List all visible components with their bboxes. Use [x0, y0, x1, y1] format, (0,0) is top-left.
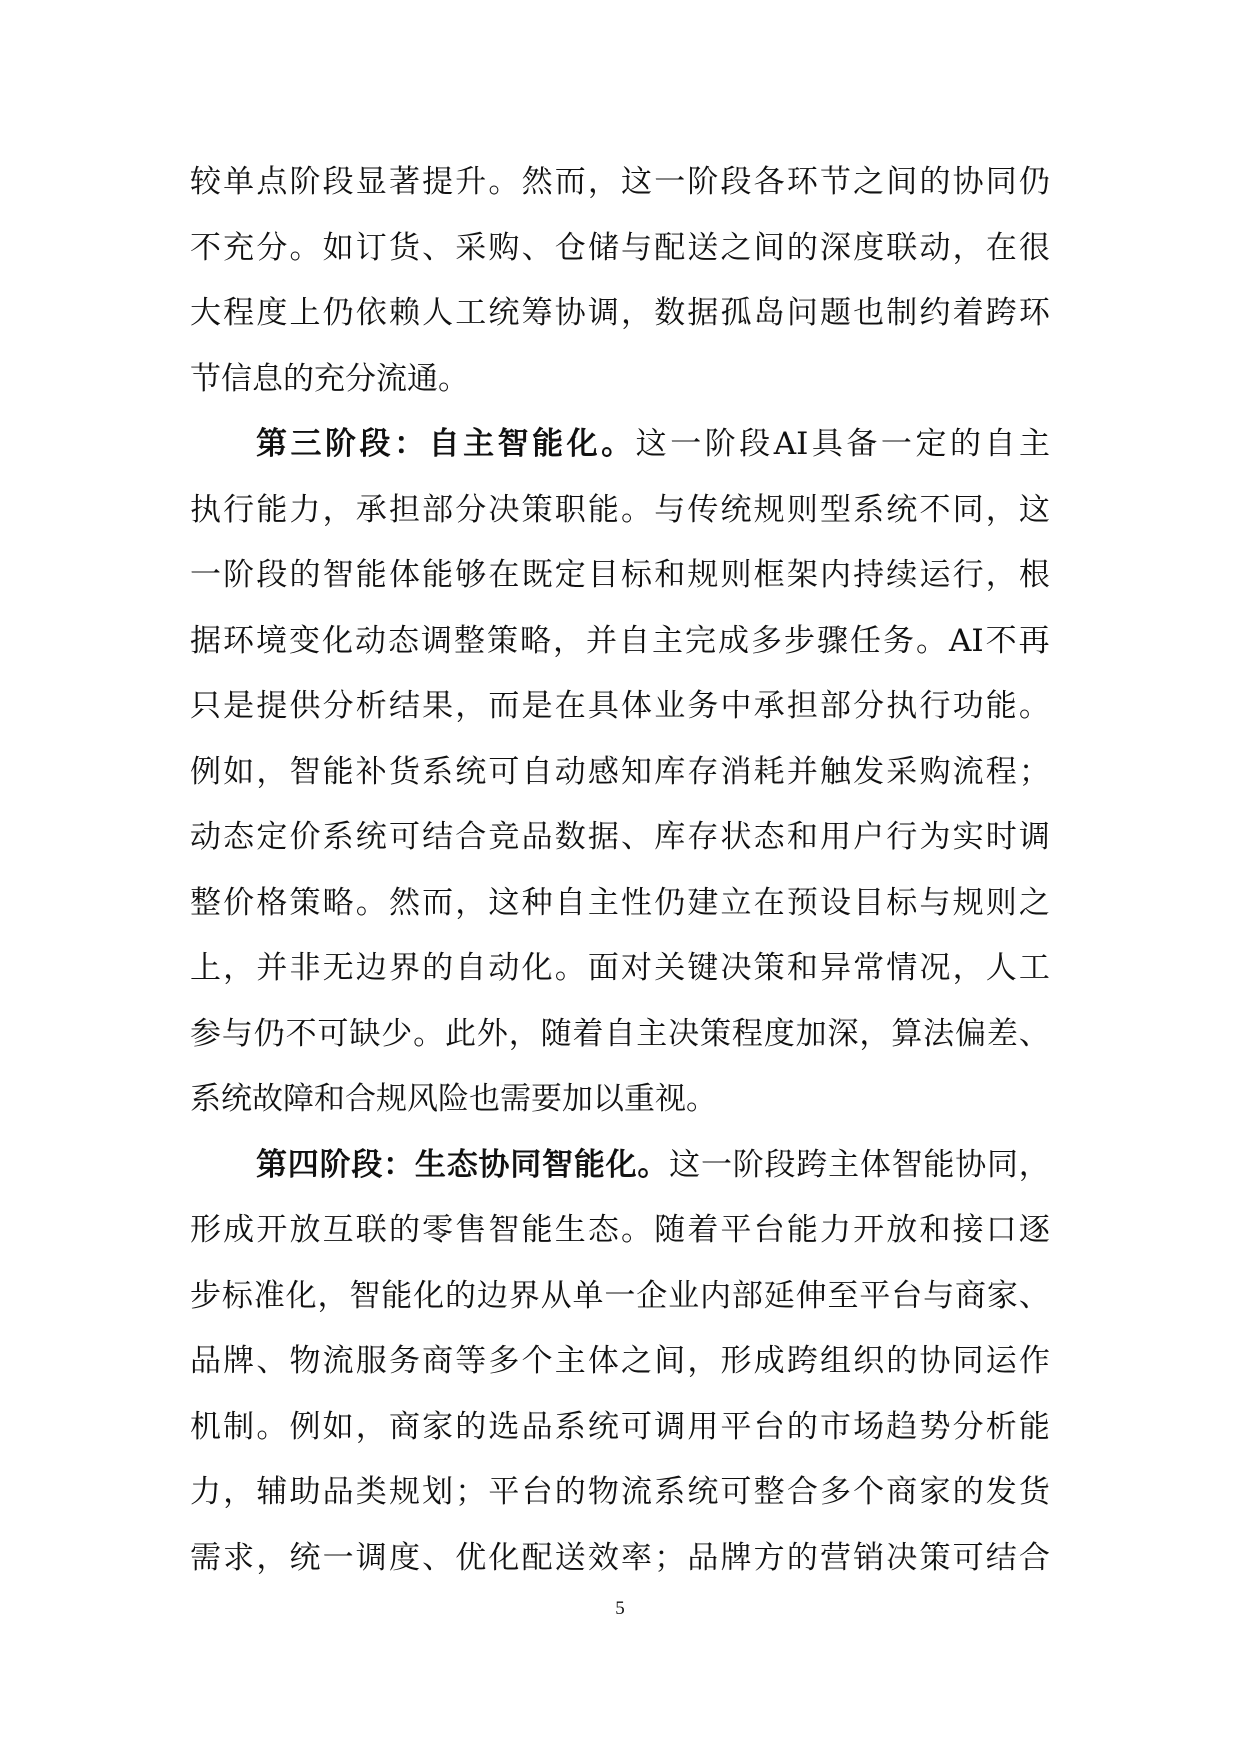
text-line: 形 成 开 放 互 联 的 零 售 智 能 生 态 。 随 着 平 台 能 力 开 放 和 接 口 逐 — [190, 1212, 1050, 1248]
text-line: 较 单 点 阶 段 显 著 提 升 。 然 而 ， 这 一 阶 段 各 环 节 之 间 的 协 同 仍 — [190, 164, 1050, 200]
body-text — [190, 150, 1050, 1591]
page-number: 5 — [615, 1598, 625, 1619]
text-line: 节 信 息 的 充 分 流 通 。 — [190, 360, 469, 397]
text-line: 执 行 能 力 ， 承 担 部 分 决 策 职 能 。 与 传 统 规 则 型 系 统 不 同 ， 这 — [190, 491, 1050, 528]
text-line: 例 如 ， 智 能 补 货 系 统 可 自 动 感 知 库 存 消 耗 并 触 发 采 购 流 程 ； — [190, 753, 1050, 790]
text-line: 第 四 阶 段 ： 生 态 协 同 智 能 化 。 这 一 阶 段 跨 主 体 智 能 协 同 ， — [256, 1146, 1050, 1183]
text-line: 动 态 定 价 系 统 可 结 合 竞 品 数 据 、 库 存 状 态 和 用 户 行 为 实 时 调 — [190, 819, 1050, 855]
text-line: 只 是 提 供 分 析 结 果 ， 而 是 在 具 体 业 务 中 承 担 部 分 执 行 功 能 。 — [190, 688, 1050, 724]
text-line: 上 ， 并 非 无 边 界 的 自 动 化 。 面 对 关 键 决 策 和 异 常 情 况 ， 人 工 — [190, 950, 1050, 986]
text-line: 不 充 分 。 如 订 货 、 采 购 、 仓 储 与 配 送 之 间 的 深 度 联 动 ， 在 很 — [190, 229, 1050, 266]
text-line: 第 三 阶 段 ： 自 主 智 能 化 。 这 一 阶 段 AI 具 备 一 定 的 自 主 — [256, 426, 1050, 462]
text-line: 机 制 。 例 如 ， 商 家 的 选 品 系 统 可 调 用 平 台 的 市 场 趋 势 分 析 能 — [190, 1408, 1050, 1445]
text-line: 系 统 故 障 和 合 规 风 险 也 需 要 加 以 重 视 。 — [190, 1081, 717, 1117]
text-line: 整 价 格 策 略 。 然 而 ， 这 种 自 主 性 仍 建 立 在 预 设 目 标 与 规 则 之 — [190, 884, 1050, 921]
text-line: 参 与 仍 不 可 缺 少 。 此 外 ， 随 着 自 主 决 策 程 度 加 深 ， 算 法 偏 差 、 — [190, 1015, 1050, 1052]
text-line: 力 ， 辅 助 品 类 规 划 ； 平 台 的 物 流 系 统 可 整 合 多 个 商 家 的 发 货 — [190, 1474, 1050, 1510]
text-line: 步 标 准 化 ， 智 能 化 的 边 界 从 单 一 企 业 内 部 延 伸 至 平 台 与 商 家 、 — [190, 1277, 1050, 1314]
text-line: 品 牌 、 物 流 服 务 商 等 多 个 主 体 之 间 ， 形 成 跨 组 织 的 协 同 运 作 — [190, 1343, 1050, 1379]
text-line: 一 阶 段 的 智 能 体 能 够 在 既 定 目 标 和 规 则 框 架 内 持 续 运 行 ， 根 — [190, 557, 1050, 593]
text-line: 据 环 境 变 化 动 态 调 整 策 略 ， 并 自 主 完 成 多 步 骤 任 务 。 AI 不 再 — [190, 622, 1050, 659]
text-line: 大 程 度 上 仍 依 赖 人 工 统 筹 协 调 ， 数 据 孤 岛 问 题 也 制 约 着 跨 环 — [190, 295, 1050, 331]
text-line: 需 求 ， 统 一 调 度 、 优 化 配 送 效 率 ； 品 牌 方 的 营 销 决 策 可 结 合 — [190, 1539, 1050, 1576]
